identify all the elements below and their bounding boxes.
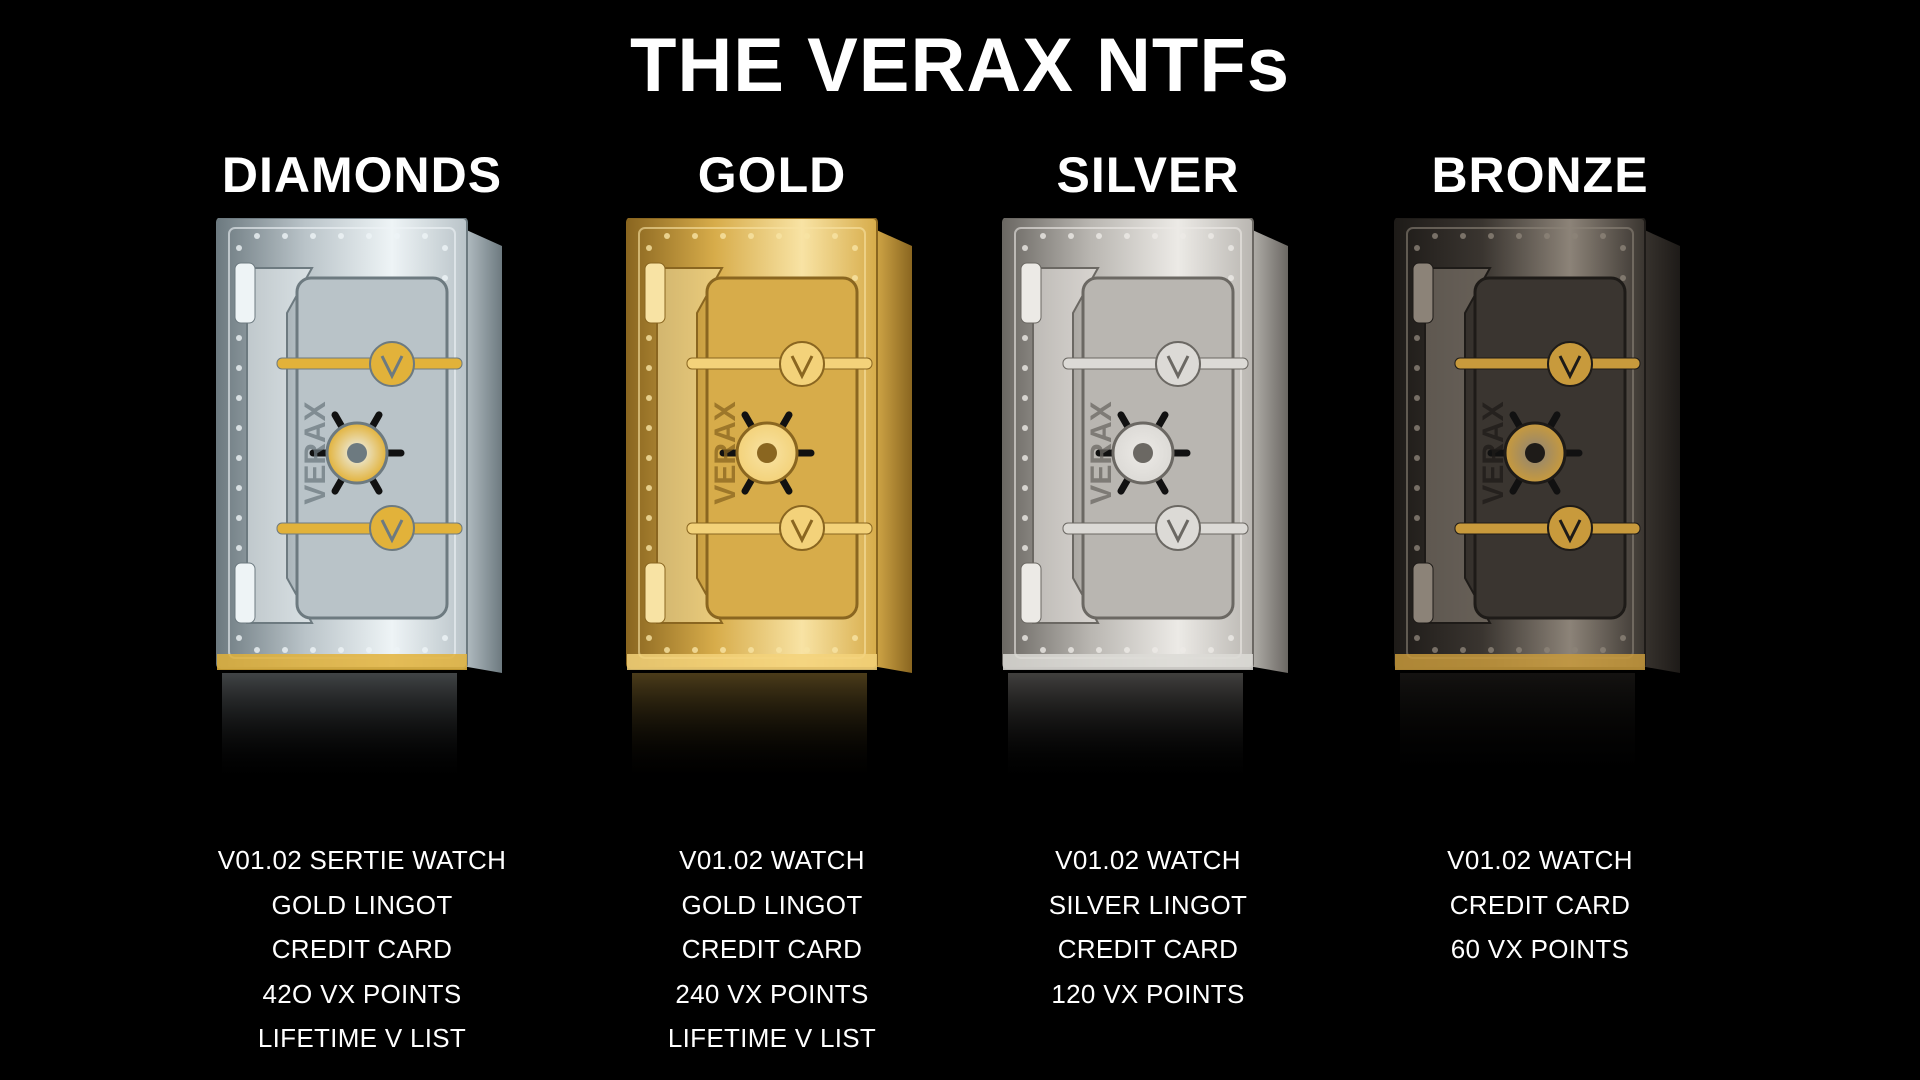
vault-reflection [222,673,457,783]
feature-item: V01.02 SERTIE WATCH [217,845,507,875]
vault-front [217,218,467,670]
tier-name: SILVER [1056,147,1240,203]
vault-image [212,218,512,798]
feature-item: CREDIT CARD [681,934,863,964]
feature-item: LIFETIME V LIST [667,1023,877,1053]
vault-illustration [998,218,1298,798]
feature-item: 60 VX POINTS [1450,934,1630,964]
svg-text:VERAX: VERAX [709,401,742,505]
svg-text:VERAX: VERAX [299,401,332,505]
feature-list [938,838,1358,1016]
feature-item: 240 VX POINTS [675,978,869,1009]
feature-item: V01.02 WATCH [1055,845,1241,875]
feature-item: 42O VX POINTS [262,978,462,1009]
feature-item: CREDIT CARD [271,934,453,964]
feature-item: CREDIT CARD [1057,934,1239,964]
tier-name: DIAMONDS [221,147,503,203]
vault-front [1003,218,1253,670]
vault-image [1390,218,1690,798]
feature-item: GOLD LINGOT [681,889,863,920]
vault-front [1395,218,1645,670]
feature-list [152,838,572,1061]
vault-front [627,218,877,670]
feature-item: 120 VX POINTS [1051,978,1245,1009]
feature-item: SILVER LINGOT [1048,889,1248,920]
svg-text:VERAX: VERAX [1085,401,1118,505]
tier-gold [562,0,982,1080]
svg-text:VERAX: VERAX [1477,401,1510,505]
vault-illustration [212,218,512,798]
feature-item: V01.02 WATCH [679,845,865,875]
vault-reflection [1400,673,1635,783]
feature-item: LIFETIME V LIST [257,1023,467,1053]
vault-image [622,218,922,798]
tier-name: BRONZE [1431,147,1649,203]
feature-list [1330,838,1750,972]
vault-reflection [632,673,867,783]
feature-item: CREDIT CARD [1449,889,1631,920]
tier-silver [938,0,1358,1080]
feature-item: GOLD LINGOT [271,889,453,920]
vault-reflection [1008,673,1243,783]
vault-image [998,218,1298,798]
page-title: THE VERAX NTFs [629,23,1291,108]
feature-item: V01.02 WATCH [1447,845,1633,875]
feature-list [562,838,982,1061]
tier-name: GOLD [697,147,847,203]
tier-diamonds [152,0,572,1080]
vault-illustration [1390,218,1690,798]
vault-illustration [622,218,922,798]
tier-bronze [1330,0,1750,1080]
